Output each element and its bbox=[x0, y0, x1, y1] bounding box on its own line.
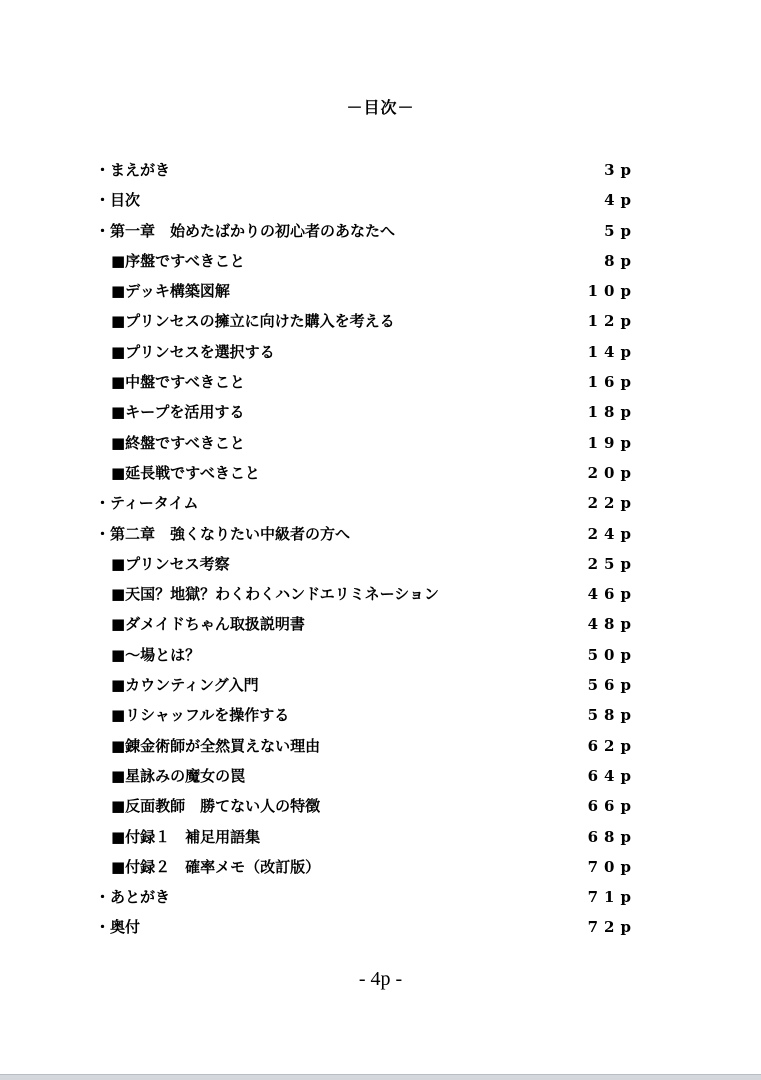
toc-entry-label: ■～場とは？ bbox=[111, 645, 201, 664]
toc-entry-label: ・第二章 強くなりたい中級者の方へ bbox=[95, 524, 351, 543]
toc-entry-label: ■プリンセスの擁立に向けた購入を考える bbox=[111, 312, 395, 331]
toc-entry-label: ■プリンセス考察 bbox=[111, 554, 230, 573]
toc-entry-page: 62p bbox=[587, 736, 637, 755]
toc-entry-page: 22p bbox=[587, 494, 637, 513]
toc-entry-page: 68p bbox=[587, 827, 637, 846]
toc-entry-label: ■付録２ 確率メモ（改訂版） bbox=[111, 857, 321, 876]
toc-entry[interactable] bbox=[95, 912, 645, 942]
toc-entry-page: 72p bbox=[587, 918, 637, 937]
toc-entry-label: ■カウンティング入門 bbox=[111, 676, 259, 695]
page-title: －目次－ bbox=[346, 98, 415, 117]
toc-entry-page: 66p bbox=[587, 797, 637, 816]
toc-entry-page: 14p bbox=[587, 342, 637, 361]
viewer-bottom-edge bbox=[0, 1074, 761, 1080]
toc-entry-page: 20p bbox=[587, 463, 637, 482]
toc-entry-page: 56p bbox=[587, 676, 637, 695]
toc-entry[interactable] bbox=[95, 852, 645, 882]
toc-entry-page: 5p bbox=[604, 221, 637, 240]
toc-entry-page: 25p bbox=[587, 554, 637, 573]
toc-entry-label: ■天国？地獄？わくわくハンドエリミネーション bbox=[111, 585, 439, 604]
toc-entry-label: ・目次 bbox=[95, 191, 141, 210]
toc-entry-page: 16p bbox=[587, 373, 637, 392]
toc-entry-label: ■延長戦ですべきこと bbox=[111, 463, 260, 482]
toc-entry[interactable] bbox=[95, 882, 645, 912]
page-number: - 4p - bbox=[358, 968, 403, 990]
toc-entry-page: 64p bbox=[587, 766, 637, 785]
toc-entry-page: 3p bbox=[604, 161, 637, 179]
toc-entry-page: 70p bbox=[587, 857, 637, 876]
toc-entry-label: ■序盤ですべきこと bbox=[111, 251, 245, 270]
toc-entry[interactable] bbox=[95, 700, 645, 730]
toc-entry[interactable] bbox=[95, 216, 645, 246]
toc-entry-label: ・まえがき bbox=[95, 161, 171, 179]
toc-entry-label: ■星詠みの魔女の罠 bbox=[111, 766, 246, 785]
toc-entry-page: 50p bbox=[587, 645, 637, 664]
toc-entry[interactable] bbox=[95, 731, 645, 761]
toc-entry-label: ■反面教師 勝てない人の特徴 bbox=[111, 797, 321, 816]
toc-entry[interactable] bbox=[95, 549, 645, 579]
toc-entry-label: ■付録１ 補足用語集 bbox=[111, 827, 261, 846]
toc-entry-page: 8p bbox=[604, 251, 637, 270]
toc-entry[interactable] bbox=[95, 670, 645, 700]
toc-entry-label: ■終盤ですべきこと bbox=[111, 433, 245, 452]
toc-entry-label: ■デッキ構築図解 bbox=[111, 282, 230, 301]
toc-entry-page: 12p bbox=[587, 312, 637, 331]
toc-entry-label: ■ダメイドちゃん取扱説明書 bbox=[111, 615, 305, 634]
toc-entry-label: ・ティータイム bbox=[95, 494, 199, 513]
toc-entry-label: ・あとがき bbox=[95, 888, 171, 907]
toc-entry-page: 71p bbox=[587, 888, 637, 907]
toc-entry-page: 4p bbox=[604, 191, 637, 210]
toc-entry-page: 58p bbox=[587, 706, 637, 725]
toc-entry-label: ■リシャッフルを操作する bbox=[111, 706, 290, 725]
toc-entry-label: ■プリンセスを選択する bbox=[111, 342, 275, 361]
toc-entry[interactable] bbox=[95, 761, 645, 791]
toc-entry-label: ・第一章 始めたばかりの初心者のあなたへ bbox=[95, 221, 396, 240]
toc-entry-label: ■錬金術師が全然買えない理由 bbox=[111, 736, 321, 755]
toc-entry[interactable] bbox=[95, 428, 645, 458]
toc-entry[interactable] bbox=[95, 367, 645, 397]
toc-entry[interactable] bbox=[95, 397, 645, 427]
toc-entry[interactable] bbox=[95, 488, 645, 518]
toc-entry[interactable] bbox=[95, 276, 645, 306]
toc-entry[interactable] bbox=[95, 306, 645, 336]
toc-entry[interactable] bbox=[95, 246, 645, 276]
toc-entry[interactable] bbox=[95, 822, 645, 852]
toc-entry-label: ■キープを活用する bbox=[111, 403, 245, 422]
toc-entry-page: 48p bbox=[587, 615, 637, 634]
toc-entry[interactable] bbox=[95, 640, 645, 670]
toc-entry-label: ・奥付 bbox=[95, 918, 141, 937]
toc-entry[interactable] bbox=[95, 519, 645, 549]
toc-entry-page: 19p bbox=[587, 433, 637, 452]
toc-entry[interactable] bbox=[95, 185, 645, 215]
toc-entry[interactable] bbox=[95, 791, 645, 821]
toc-entry-label: ■中盤ですべきこと bbox=[111, 373, 245, 392]
toc-entry[interactable] bbox=[95, 609, 645, 639]
toc-entry[interactable] bbox=[95, 155, 645, 185]
toc-entry-page: 24p bbox=[587, 524, 637, 543]
toc-entry-page: 46p bbox=[587, 585, 637, 604]
toc-entry[interactable] bbox=[95, 337, 645, 367]
toc-entry[interactable] bbox=[95, 458, 645, 488]
toc-entry-page: 10p bbox=[587, 282, 637, 301]
toc-entry-page: 18p bbox=[587, 403, 637, 422]
toc-entry[interactable] bbox=[95, 579, 645, 609]
table-of-contents bbox=[95, 155, 645, 943]
